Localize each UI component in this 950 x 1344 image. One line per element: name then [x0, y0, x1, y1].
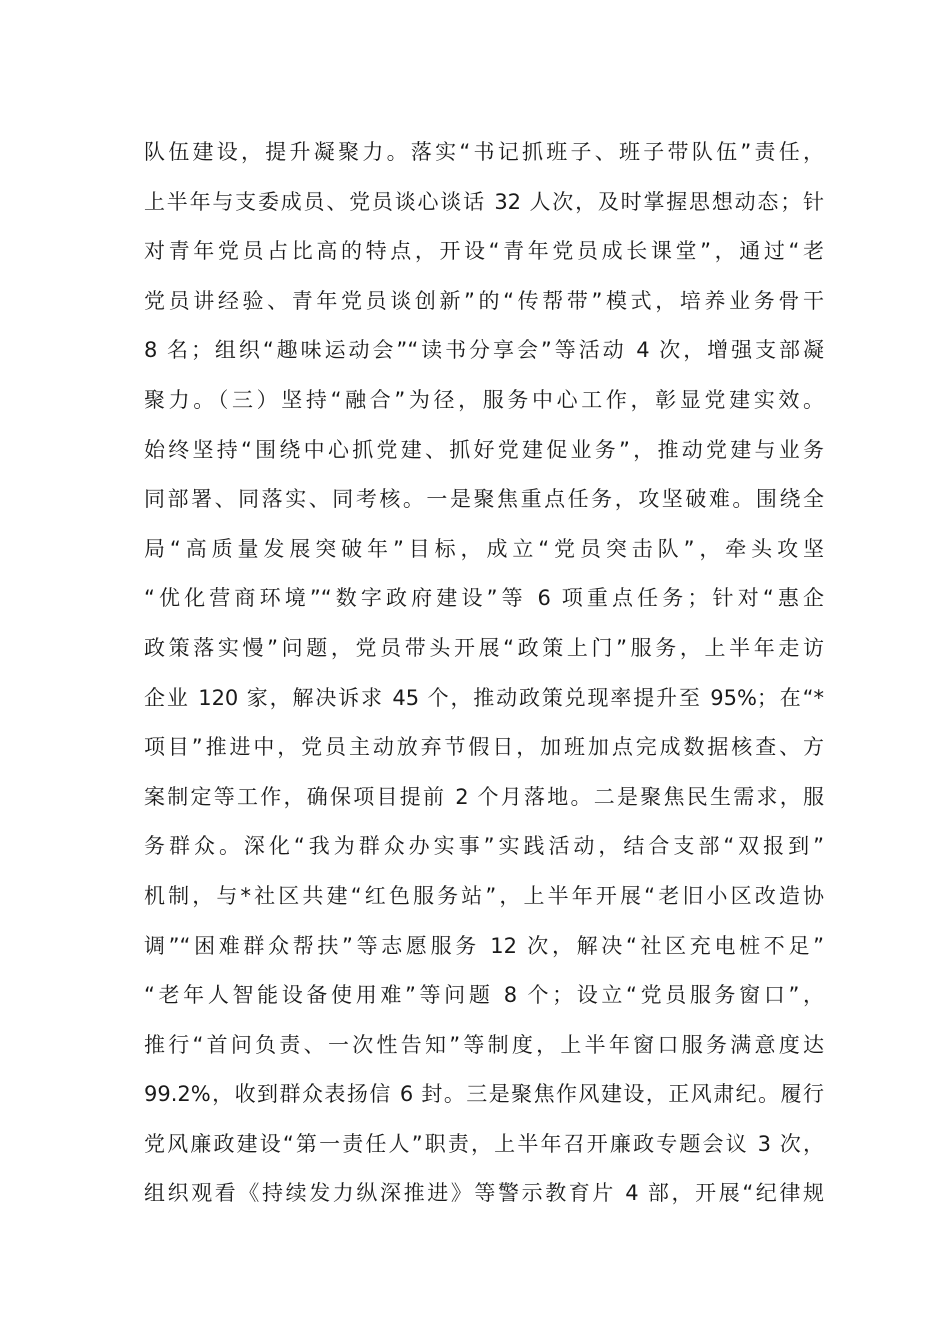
text-line-3: 对青年党员占比高的特点，开设“青年党员成长课堂”，通过“老	[144, 239, 824, 264]
text-line-16: 机制，与*社区共建“红色服务站”，上半年开展“老旧小区改造协	[144, 883, 824, 908]
text-line-12: 企业 120 家，解决诉求 45 个，推动政策兑现率提升至 95%；在“*	[144, 685, 824, 710]
text-line-13: 项目”推进中，党员主动放弃节假日，加班加点完成数据核查、方	[144, 735, 824, 760]
text-line-7: 始终坚持“围绕中心抓党建、抓好党建促业务”，推动党建与业务	[144, 437, 824, 462]
text-line-11: 政策落实慢”问题，党员带头开展“政策上门”服务，上半年走访	[144, 635, 824, 660]
body-text	[144, 128, 824, 1219]
text-line-2: 上半年与支委成员、党员谈心谈话 32 人次，及时掌握思想动态；针	[144, 189, 824, 214]
text-line-21: 党风廉政建设“第一责任人”职责，上半年召开廉政专题会议 3 次，	[144, 1131, 824, 1156]
text-line-10: “优化营商环境”“数字政府建设”等 6 项重点任务；针对“惠企	[144, 586, 824, 611]
text-line-14: 案制定等工作，确保项目提前 2 个月落地。二是聚焦民生需求，服	[144, 784, 824, 809]
text-line-8: 同部署、同落实、同考核。一是聚焦重点任务，攻坚破难。围绕全	[144, 487, 824, 512]
text-line-6: 聚力。（三）坚持“融合”为径，服务中心工作，彰显党建实效。	[144, 387, 824, 412]
text-line-5: 8 名；组织“趣味运动会”“读书分享会”等活动 4 次，增强支部凝	[144, 338, 824, 363]
text-line-20: 99.2%，收到群众表扬信 6 封。三是聚焦作风建设，正风肃纪。履行	[144, 1082, 824, 1107]
text-line-18: “老年人智能设备使用难”等问题 8 个；设立“党员服务窗口”，	[144, 983, 824, 1008]
text-line-15: 务群众。深化“我为群众办实事”实践活动，结合支部“双报到”	[144, 834, 824, 859]
text-line-1: 队伍建设，提升凝聚力。落实“书记抓班子、班子带队伍”责任，	[144, 140, 824, 164]
text-line-19: 推行“首问负责、一次性告知”等制度，上半年窗口服务满意度达	[144, 1032, 824, 1057]
text-line-4: 党员讲经验、青年党员谈创新”的“传帮带”模式，培养业务骨干	[144, 288, 824, 313]
text-line-9: 局“高质量发展突破年”目标，成立“党员突击队”，牵头攻坚	[144, 536, 824, 561]
text-line-17: 调”“困难群众帮扶”等志愿服务 12 次，解决“社区充电桩不足”	[144, 933, 824, 958]
text-line-22: 组织观看《持续发力纵深推进》等警示教育片 4 部，开展“纪律规	[144, 1181, 824, 1206]
